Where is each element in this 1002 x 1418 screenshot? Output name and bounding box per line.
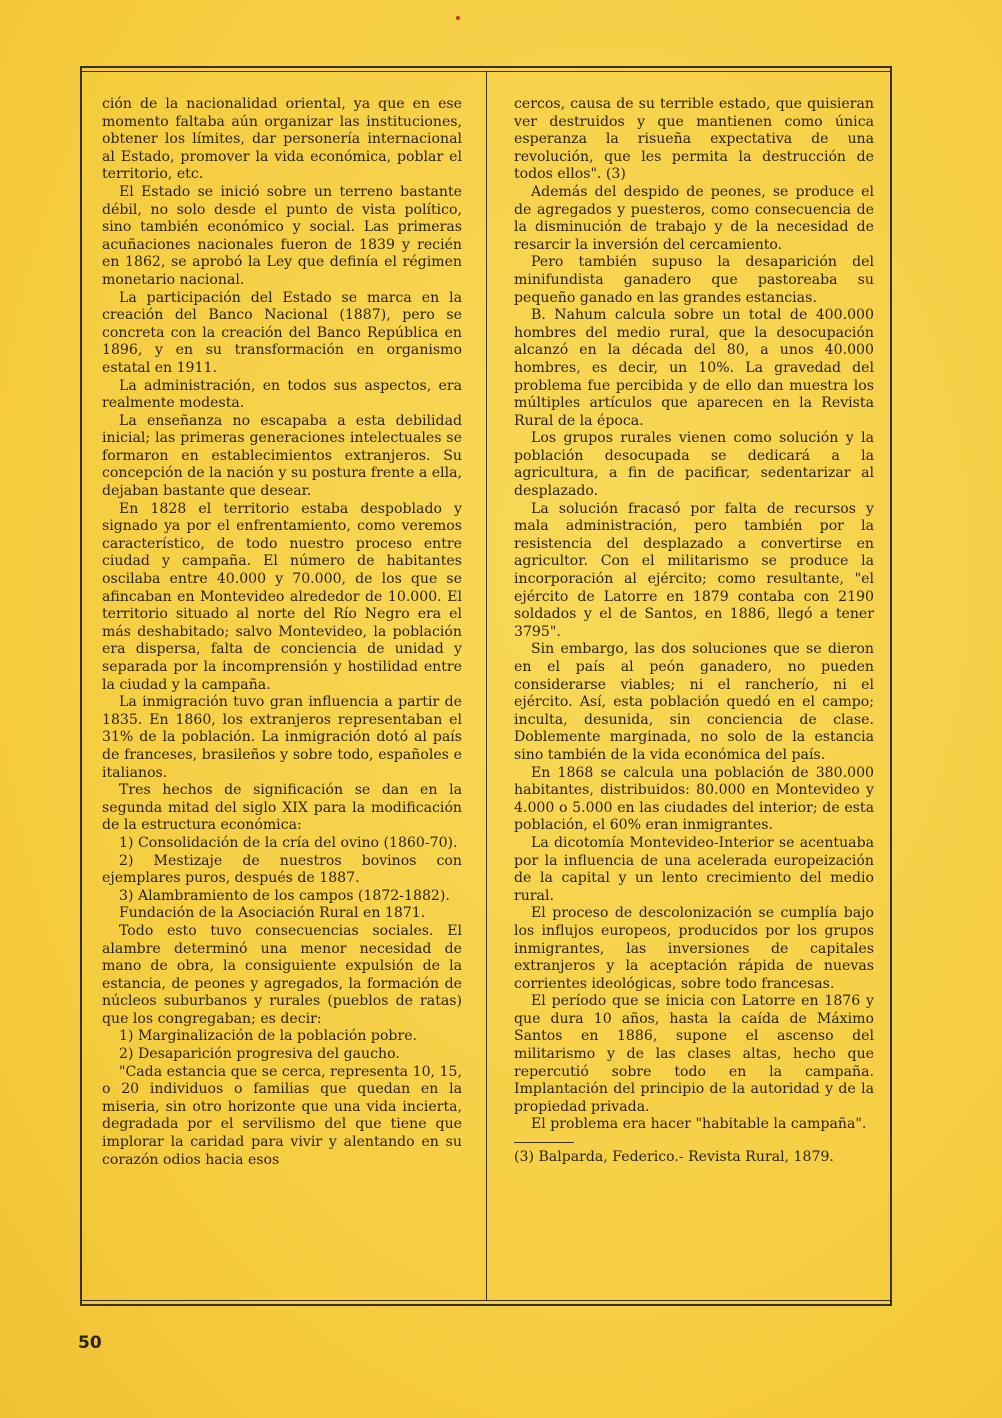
page-number: 50 <box>78 1333 102 1353</box>
list-item: 2) Mestizaje de nuestros bovinos con ejemplares puros, después de 1887. <box>102 852 462 887</box>
bottom-rule <box>80 1304 892 1306</box>
paragraph: cercos, causa de su terrible estado, que quisieran ver destruidos y que mantienen como única esperanza la risueña expectativa de una revolución, que les permita la destrucción de todos ellos". (3) <box>514 96 874 183</box>
paragraph: El proceso de descolonización se cumplía bajo los influjos europeos, producidos por los grupos inmigrantes, las inversiones de capitales extranjeros y la aceptación rápida de nuevas corrientes ideológicas, sobre todo francesas. <box>514 905 874 992</box>
left-rule <box>80 66 82 1306</box>
paragraph: En 1868 se calcula una población de 380.000 habitantes, distribuidos: 80.000 en Montevideo y 4.000 o 5.000 en las ciudades del interior; de esta población, el 60% eran inmigrantes. <box>514 764 874 834</box>
paragraph: La solución fracasó por falta de recursos y mala administración, pero también por la resistencia del desplazado a convertirse en agricultor. Con el militarismo se produce la incorporación al ejército; como resultante, "el ejército de Latorre en 1879 contaba con 2190 soldados y el de Santos, en 1886, llegó a tener 3795". <box>514 500 874 640</box>
paragraph: El período que se inicia con Latorre en 1876 y que dura 10 años, hasta la caída de Máximo Santos en 1886, supone el ascenso del militarismo y de las clases altas, hecho que repercutió sobre todo en la campaña. Implantación del principio de la autoridad y de la propiedad privada. <box>514 993 874 1115</box>
column-divider <box>486 72 487 1300</box>
footnote: (3) Balparda, Federico.- Revista Rural, 1879. <box>514 1149 834 1166</box>
paragraph: B. Nahum calcula sobre un total de 400.000 hombres del medio rural, que la desocupación alcanzó en la década del 80, a unos 40.000 hombres, es decir, un 10%. La gravedad del problema fue percibida y de ello dan muestra los múltiples artículos que aparecen en la Revista Rural de la época. <box>514 307 874 429</box>
paragraph: La participación del Estado se marca en la creación del Banco Nacional (1887), pero se concreta con la creación del Banco República en 1896, y en su transformación en organismo estatal en 1911. <box>102 289 462 376</box>
paragraph: La administración, en todos sus aspectos, era realmente modesta. <box>102 377 462 412</box>
top-rule <box>80 66 892 68</box>
text-frame <box>80 66 892 1306</box>
paragraph: Tres hechos de significación se dan en la segunda mitad del siglo XIX para la modificación de la estructura económica: <box>102 782 462 834</box>
paragraph: La inmigración tuvo gran influencia a partir de 1835. En 1860, los extranjeros representaban el 31% de la población. La inmigración dotó al país de franceses, brasileños y sobre todo, españoles e italianos. <box>102 694 462 781</box>
paragraph: Además del despido de peones, se produce el de agregados y puesteros, como consecuencia de la disminución de trabajo y de la necesidad de resarcir la inversión del cercamiento. <box>514 183 874 253</box>
right-column <box>514 96 874 1167</box>
footnote-rule <box>514 1142 574 1143</box>
list-item: 1) Marginalización de la población pobre. <box>119 1028 418 1045</box>
paragraph: Fundación de la Asociación Rural en 1871. <box>119 905 426 922</box>
quote-paragraph: "Cada estancia que se cerca, representa 10, 15, o 20 individuos o familias que quedan en la miseria, sin otro horizonte que una vida incierta, degradada por el servilismo del que tiene que implorar la caridad para vivir y alentando en su corazón odios hacia esos <box>102 1063 462 1168</box>
paragraph: Todo esto tuvo consecuencias sociales. El alambre determinó una menor necesidad de mano de obra, la consiguiente expulsión de la estancia, de peones y agregados, la formación de núcleos suburbanos y rurales (pueblos de ratas) que los congregaban; es decir: <box>102 922 462 1027</box>
paragraph: Sin embargo, las dos soluciones que se dieron en el país al peón ganadero, no pueden considerarse viables; ni el rancherío, ni el ejército. Así, esta población quedó en el campo; inculta, desunida, sin conciencia de clase. Doblemente marginada, no solo de la estancia sino también de la vida económica del país. <box>514 641 874 763</box>
paragraph: El Estado se inició sobre un terreno bastante débil, no solo desde el punto de vista político, sino también económico y social. Las primeras acuñaciones nacionales fueron de 1839 y recién en 1862, se aprobó la Ley que definía el régimen monetario nacional. <box>102 183 462 288</box>
paragraph: Pero también supuso la desaparición del minifundista ganadero que pastoreaba su pequeño ganado en las grandes estancias. <box>514 254 874 306</box>
right-rule <box>890 66 892 1306</box>
list-item: 2) Desaparición progresiva del gaucho. <box>119 1046 400 1063</box>
ink-speck <box>456 16 460 20</box>
paragraph: La dicotomía Montevideo-Interior se acentuaba por la influencia de una acelerada europeización de la capital y un lento crecimiento del medio rural. <box>514 834 874 904</box>
paragraph: ción de la nacionalidad oriental, ya que en ese momento faltaba aún organizar las instituciones, obtener los límites, dar personería internacional al Estado, promover la vida económica, poblar el territorio, etc. <box>102 96 462 183</box>
paragraph: Los grupos rurales vienen como solución y la población desocupada se dedicará a la agricultura, a fin de pacificar, sedentarizar al desplazado. <box>514 430 874 500</box>
left-column <box>102 96 462 1169</box>
paragraph: La enseñanza no escapaba a esta debilidad inicial; las primeras generaciones intelectuales se formaron en establecimientos extranjeros. Su concepción de la nación y su postura frente a ella, dejaban bastante que desear. <box>102 412 462 500</box>
paragraph: El problema era hacer "habitable la campaña". <box>531 1116 867 1133</box>
paragraph: En 1828 el territorio estaba despoblado y signado ya por el enfrentamiento, como veremos característico, de todo nuestro proceso entre ciudad y campaña. El número de habitantes oscilaba entre 40.000 y 70.000, de los que se afincaban en Montevideo alrededor de 10.000. El territorio situado al norte del Río Negro era el más deshabitado; salvo Montevideo, la población era dispersa, falta de conciencia de unidad y separada por la incomprensión y hostilidad entre la ciudad y la campaña. <box>102 500 462 693</box>
bottom-rule-thin <box>80 1300 892 1301</box>
list-item: 3) Alambramiento de los campos (1872-1882). <box>119 887 450 904</box>
list-item: 1) Consolidación de la cría del ovino (1860-70). <box>119 834 458 851</box>
